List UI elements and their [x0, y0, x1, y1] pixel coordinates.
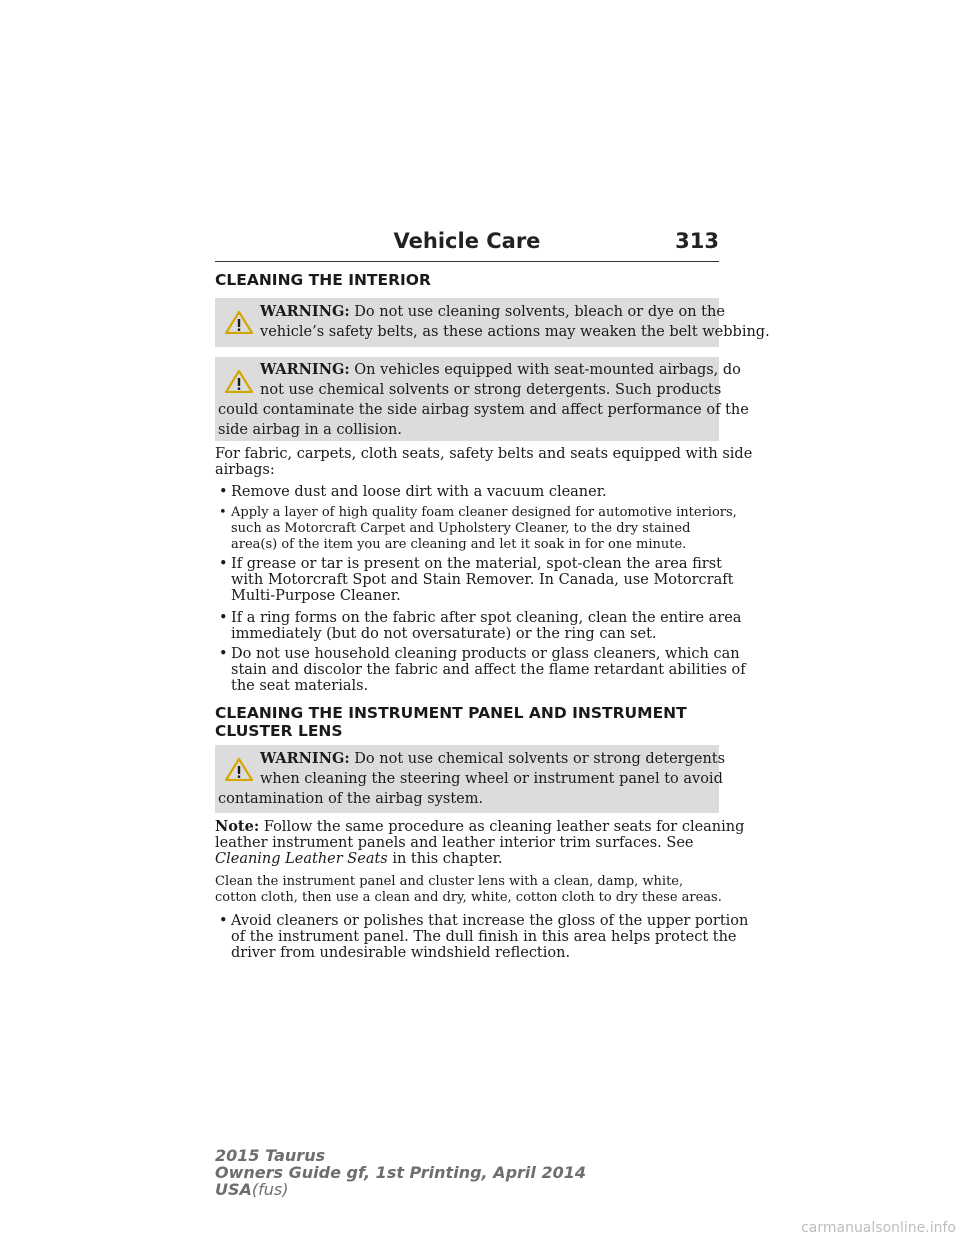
header-rule	[215, 261, 719, 262]
warning-text: could contaminate the side airbag system and affect performance of the	[218, 402, 749, 418]
bullet-icon: •	[219, 610, 228, 626]
note-paragraph: Note: Follow the same procedure as cleaning leather seats for cleaning leather instrument panels and leather interior trim surfaces. See Cleaning Leather Seats in this chapter.	[215, 818, 745, 867]
warning-label: WARNING:	[260, 361, 350, 378]
cleaning-instructions-paragraph: Clean the instrument panel and cluster lens with a clean, damp, white, cotton cloth, then use a clean and dry, white, cotton cloth to dry these areas.	[215, 874, 722, 905]
bullet-icon: •	[219, 505, 227, 520]
warning-text: contamination of the airbag system.	[218, 791, 484, 807]
warning-triangle-icon	[225, 757, 253, 781]
page-number: 313	[675, 229, 719, 253]
warning-text: vehicle’s safety belts, as these actions may weaken the belt webbing.	[260, 324, 770, 340]
warning-triangle-icon	[225, 310, 253, 334]
heading-cleaning-instrument-panel: CLEANING THE INSTRUMENT PANEL AND INSTRUMENT CLUSTER LENS	[215, 704, 687, 740]
section-title: Vehicle Care	[393, 229, 541, 253]
bullet-icon: •	[219, 913, 228, 929]
manual-page: Vehicle Care 313 CLEANING THE INTERIOR WARNING: Do not use cleaning solvents, bleach or dye on the vehicle’s safety belts, as these actions may weaken the belt webbing. WARNING: On vehicles equipped with seat-mounted airbags, do not use chemical solvents or strong detergents. Such products could contaminate the side airbag system and affect performance of the side airbag in a collision. For fabric, carpets, cloth seats, safety belts and seats equipped with side airbags: • Remove dust and loose dirt with a vacuum cleaner. • Apply a layer of high quality foam cleaner designed for automotive interiors, such as Motorcraft Carpet and Upholstery Cleaner, to the dry stained area(s) of the item you are cleaning and let it soak in for one minute. • If grease or tar is present on the material, spot-clean the area first with Motorcraft Spot and Stain Remover. In Canada, use Motorcraft Multi-Purpose Cleaner. • If a ring forms on the fabric after spot cleaning, clean the entire area immediately (but do not oversaturate) or the ring can set. • Do not use household cleaning products or glass cleaners, which can stain and discolor the fabric and affect the flame retardant abilities of the seat materials. CLEANING THE INSTRUMENT PANEL AND INSTRUMENT CLUSTER LENS WARNING: Do not use chemical solvents or strong detergents when cleaning the steering wheel or instrument panel to avoid contamination of the airbag system. Note: Follow the same procedure as cleaning leather seats for cleaning leather instrument panels and leather interior trim surfaces. See Cleaning Leather Seats in this chapter. Clean the instrument panel and cluster lens with a clean, damp, white, cotton cloth, then use a clean and dry, white, cotton cloth to dry these areas. • Avoid cleaners or polishes that increase the gloss of the upper portion of the instrument panel. The dull finish in this area helps protect the driver from undesirable windshield reflection. 2015 Taurus Owners Guide gf, 1st Printing, April 2014 USA(fus) carmanualsonline.info	[215, 229, 956, 1236]
cross-reference-link[interactable]: Cleaning Leather Seats	[215, 851, 388, 867]
warning-label: WARNING:	[260, 750, 350, 767]
warning-text: when cleaning the steering wheel or instrument panel to avoid	[260, 771, 723, 787]
warning-box-steering-wheel	[215, 745, 726, 813]
page-footer: 2015 Taurus Owners Guide gf, 1st Printing, April 2014 USA(fus)	[215, 1146, 586, 1199]
warning-text: Do not use chemical solvents or strong detergents	[354, 751, 726, 767]
bullet-icon: •	[219, 646, 228, 662]
note-label: Note:	[215, 818, 260, 835]
intro-paragraph: For fabric, carpets, cloth seats, safety belts and seats equipped with side airbags:	[215, 446, 753, 478]
warning-box-seat-airbags	[215, 357, 749, 441]
warning-text: Do not use cleaning solvents, bleach or dye on the	[354, 304, 725, 320]
warning-text: not use chemical solvents or strong detergents. Such products	[260, 382, 722, 398]
page-header	[215, 229, 719, 263]
warning-text: side airbag in a collision.	[218, 422, 402, 438]
warning-triangle-icon	[225, 369, 253, 393]
warning-text: On vehicles equipped with seat-mounted airbags, do	[354, 362, 741, 378]
watermark: carmanualsonline.info	[801, 1220, 956, 1236]
warning-label: WARNING:	[260, 303, 350, 320]
bullet-icon: •	[219, 556, 228, 572]
warning-box-safety-belts	[215, 298, 770, 347]
heading-cleaning-interior: CLEANING THE INTERIOR	[215, 271, 431, 289]
bullet-icon: •	[219, 484, 228, 500]
